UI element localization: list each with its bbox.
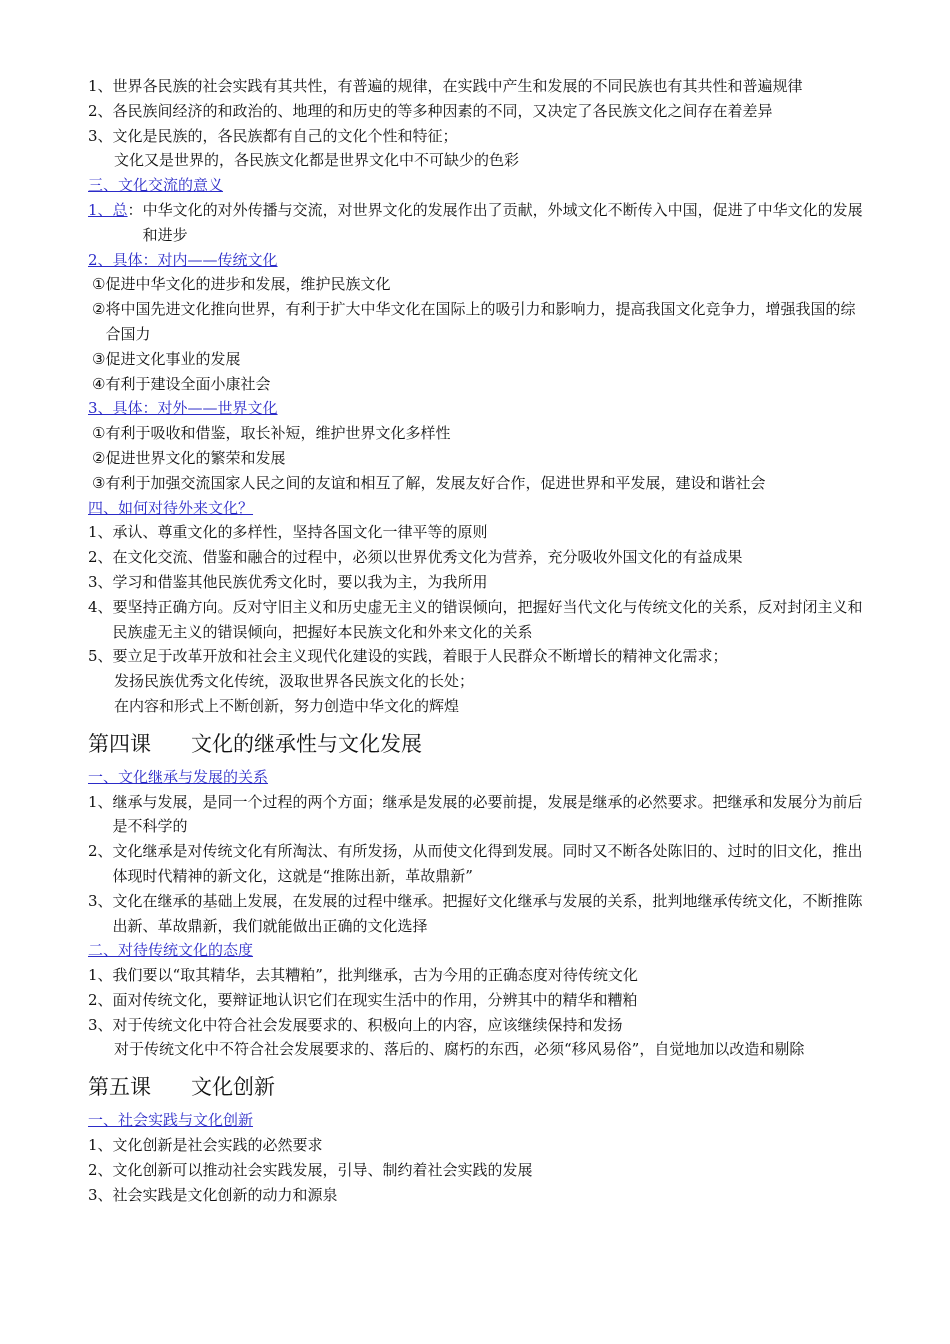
- item-number: 3、: [88, 1015, 113, 1034]
- summary-text: 中华文化的对外传播与交流，对世界文化的发展作出了贡献，外域文化不断传入中国，促进了中华文化的发展和进步: [142, 200, 863, 244]
- item-text: 要立足于改革开放和社会主义现代化建设的实践，着眼于人民群众不断增长的精神文化需求；: [112, 647, 728, 666]
- item-text: 各民族间经济的和政治的、地理的和历史的等多种因素的不同，又决定了各民族文化之间存在着差异: [112, 101, 773, 120]
- numbered-item: [88, 99, 864, 124]
- item-text: 文化在继承的基础上发展，在发展的过程中继承。把握好文化继承与发展的关系，批判地继承传统文化，不断推陈出新、革故鼎新，我们就能做出正确的文化选择: [112, 891, 863, 935]
- item-number: 3、: [88, 1185, 113, 1204]
- circled-item: [88, 372, 864, 397]
- circled-item: [88, 446, 864, 471]
- circled-item: [88, 347, 864, 372]
- item-number: 4、: [88, 597, 113, 616]
- item-text: 承认、尊重文化的多样性，坚持各国文化一律平等的原则: [112, 523, 488, 542]
- summary-item: [88, 198, 864, 248]
- section-heading: [88, 765, 864, 790]
- lesson-number: 第五课: [88, 1075, 151, 1100]
- section-heading-link[interactable]: 一、社会实践与文化创新: [88, 1111, 254, 1130]
- item-text: 促进中华文化的进步和发展，维护民族文化: [105, 275, 391, 294]
- item-text: 要坚持正确方向。反对守旧主义和历史虚无主义的错误倾向，把握好当代文化与传统文化的关系，反对封闭主义和民族虚无主义的错误倾向，把握好本民族文化和外来文化的关系: [112, 597, 863, 641]
- lesson-title: [88, 729, 864, 759]
- item-text: 有利于建设全面小康社会: [105, 374, 271, 393]
- item-text: 文化创新可以推动社会实践发展，引导、制约着社会实践的发展: [112, 1160, 533, 1179]
- item-number: 1、: [88, 1136, 113, 1155]
- item-text: 有利于吸收和借鉴，取长补短，维护世界文化多样性: [105, 424, 451, 443]
- item-number: 1、: [88, 792, 113, 811]
- numbered-item: [88, 124, 864, 149]
- numbered-item: [88, 839, 864, 889]
- numbered-item: [88, 1013, 864, 1038]
- item-text: 世界各民族的社会实践有其共性，有普遍的规律，在实践中产生和发展的不同民族也有其共性和普遍规律: [112, 77, 803, 95]
- numbered-item: [88, 988, 864, 1013]
- item-number: 2、: [88, 1160, 113, 1179]
- circled-number: ③: [92, 473, 106, 492]
- numbered-item: [88, 644, 864, 669]
- item-number: 3、: [88, 572, 113, 591]
- continuation-text: 文化又是世界的，各民族文化都是世界文化中不可缺少的色彩: [114, 151, 520, 170]
- numbered-item: [88, 1158, 864, 1183]
- numbered-item: [88, 790, 864, 840]
- item-text: 将中国先进文化推向世界，有利于扩大中华文化在国际上的吸引力和影响力，提高我国文化竞争力，增强我国的综合国力: [105, 300, 856, 343]
- item-number: 3、: [88, 891, 113, 910]
- section-heading-link[interactable]: 一、文化继承与发展的关系: [88, 767, 269, 786]
- item-text: 学习和借鉴其他民族优秀文化时，要以我为主，为我所用: [112, 572, 488, 591]
- circled-number: ③: [92, 349, 106, 368]
- section-heading-link[interactable]: 四、如何对待外来文化？: [88, 498, 254, 517]
- summary-link[interactable]: 1、总: [88, 200, 128, 219]
- item-text: 文化继承是对传统文化有所淘汰、有所发扬，从而使文化得到发展。同时又不断各处陈旧的、过时的旧文化，推出体现时代精神的新文化，这就是“推陈出新，革故鼎新”: [112, 842, 863, 885]
- lesson-title: [88, 1072, 864, 1102]
- circled-number: ①: [92, 275, 106, 294]
- item-text: 社会实践是文化创新的动力和源泉: [112, 1185, 338, 1204]
- numbered-item: [88, 1133, 864, 1158]
- summary-colon: ：: [127, 200, 143, 219]
- circled-number: ①: [92, 424, 106, 443]
- lesson-name: 文化的继承性与文化发展: [191, 731, 422, 756]
- item-text: 文化创新是社会实践的必然要求: [112, 1136, 323, 1155]
- item-number: 1、: [88, 77, 113, 95]
- item-number: 2、: [88, 548, 113, 567]
- numbered-item: [88, 889, 864, 939]
- lesson-name: 文化创新: [191, 1075, 275, 1100]
- numbered-item: [88, 1183, 864, 1208]
- continuation-text: 对于传统文化中不符合社会发展要求的、落后的、腐朽的东西，必须“移风易俗”，自觉地加以改造和剔除: [114, 1040, 805, 1059]
- numbered-item: [88, 570, 864, 595]
- circled-item: [88, 421, 864, 446]
- item-number: 2、: [88, 990, 113, 1009]
- section-heading-link[interactable]: 3、具体：对外——世界文化: [88, 399, 278, 418]
- section-heading-link[interactable]: 二、对待传统文化的态度: [88, 941, 254, 960]
- section-heading: [88, 396, 864, 421]
- item-text: 面对传统文化，要辩证地认识它们在现实生活中的作用，分辨其中的精华和糟粕: [112, 990, 638, 1009]
- item-number: 3、: [88, 126, 113, 145]
- item-number: 1、: [88, 523, 113, 542]
- circled-item: [88, 272, 864, 297]
- item-text: 促进文化事业的发展: [105, 349, 241, 368]
- circled-item: [88, 471, 864, 496]
- section-heading-link[interactable]: 2、具体：对内——传统文化: [88, 250, 278, 269]
- item-text: 对于传统文化中符合社会发展要求的、积极向上的内容，应该继续保持和发扬: [112, 1015, 623, 1034]
- item-text: 有利于加强交流国家人民之间的友谊和相互了解，发展友好合作，促进世界和平发展，建设和谐社会: [105, 473, 766, 492]
- item-number: 2、: [88, 101, 113, 120]
- item-text: 文化是民族的，各民族都有自己的文化个性和特征；: [112, 126, 458, 145]
- continuation-text: 发扬民族优秀文化传统，汲取世界各民族文化的长处；: [114, 672, 475, 691]
- circled-number: ④: [92, 374, 106, 393]
- section-heading: [88, 1108, 864, 1133]
- numbered-item: [88, 963, 864, 988]
- item-text: 促进世界文化的繁荣和发展: [105, 448, 286, 467]
- continuation-text: 在内容和形式上不断创新，努力创造中华文化的辉煌: [114, 696, 460, 715]
- numbered-item: [88, 545, 864, 570]
- section-heading-link[interactable]: 三、文化交流的意义: [88, 176, 224, 195]
- item-text: 继承与发展，是同一个过程的两个方面；继承是发展的必要前提，发展是继承的必然要求。把继承和发展分为前后是不科学的: [112, 792, 863, 836]
- item-text: 我们要以“取其精华，去其糟粕”，批判继承，古为今用的正确态度对待传统文化: [112, 966, 638, 985]
- circled-item: [88, 297, 864, 347]
- document-page: [88, 74, 864, 1207]
- circled-number: ②: [92, 300, 106, 319]
- item-number: 2、: [88, 842, 113, 861]
- section-heading: [88, 173, 864, 198]
- summary-lead: [88, 198, 143, 248]
- circled-number: ②: [92, 448, 106, 467]
- section-heading: [88, 938, 864, 963]
- item-text: 在文化交流、借鉴和融合的过程中，必须以世界优秀文化为营养，充分吸收外国文化的有益成果: [112, 548, 743, 567]
- numbered-item: [88, 595, 864, 645]
- section-heading: [88, 496, 864, 521]
- numbered-item: [88, 74, 864, 99]
- numbered-item: [88, 520, 864, 545]
- item-number: 5、: [88, 647, 113, 666]
- item-number: 1、: [88, 966, 113, 985]
- section-heading: [88, 248, 864, 273]
- lesson-number: 第四课: [88, 731, 151, 756]
